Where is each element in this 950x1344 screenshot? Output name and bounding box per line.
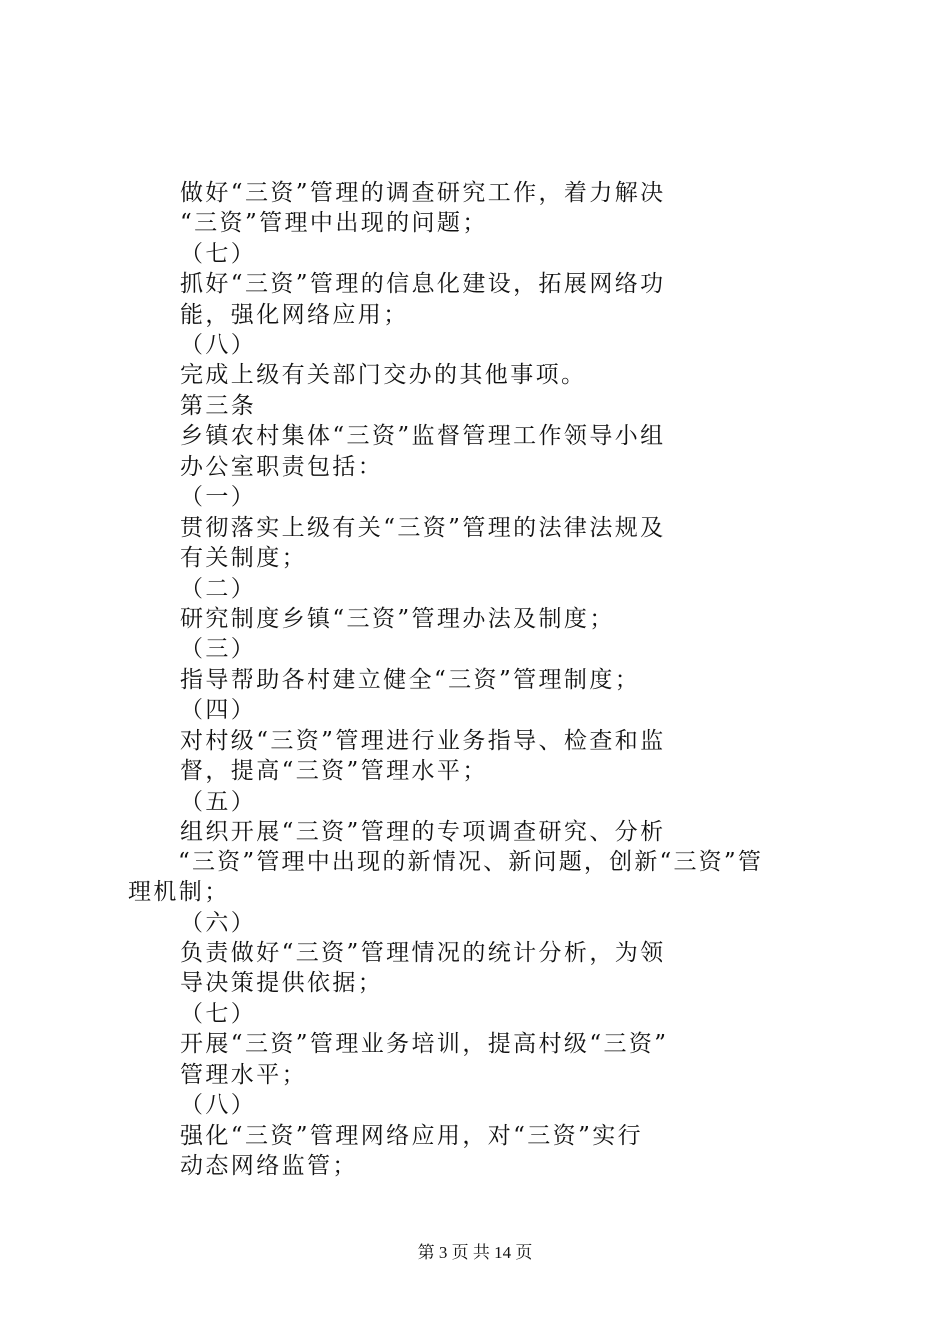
text-line: 贯彻落实上级有关“三资”管理的法律法规及 <box>180 515 666 541</box>
text-line: 理机制； <box>128 879 230 905</box>
text-line: 第三条 <box>180 393 257 419</box>
text-line: （七） <box>180 1001 257 1027</box>
text-line: （六） <box>180 910 257 936</box>
text-line: 督，提高“三资”管理水平； <box>180 758 488 784</box>
text-line: 指导帮助各村建立健全“三资”管理制度； <box>180 667 641 693</box>
text-line: （五） <box>180 789 257 815</box>
text-line: （七） <box>180 241 257 267</box>
text-line: （一） <box>180 484 257 510</box>
text-line: 强化“三资”管理网络应用，对“三资”实行 <box>180 1123 644 1149</box>
text-line: （四） <box>180 697 257 723</box>
text-line: （八） <box>180 332 257 358</box>
text-line: 做好“三资”管理的调查研究工作，着力解决 <box>180 180 666 206</box>
text-line: 组织开展“三资”管理的专项调查研究、分析 <box>180 819 666 845</box>
page-footer: 第 3 页 共 14 页 <box>417 1243 533 1262</box>
text-line: 负责做好“三资”管理情况的统计分析，为领 <box>180 940 666 966</box>
text-line: 办公室职责包括： <box>180 454 384 480</box>
text-line: “三资”管理中出现的新情况、新问题，创新“三资”管 <box>178 849 764 875</box>
text-line: 抓好“三资”管理的信息化建设，拓展网络功 <box>180 271 666 297</box>
text-line: 能，强化网络应用； <box>180 302 409 328</box>
text-line: （二） <box>180 576 257 602</box>
text-line: 管理水平； <box>180 1062 307 1088</box>
text-line: 导决策提供依据； <box>180 970 384 996</box>
text-line: 有关制度； <box>180 545 307 571</box>
text-line: 乡镇农村集体“三资”监督管理工作领导小组 <box>180 423 666 449</box>
text-line: “三资”管理中出现的问题； <box>180 210 488 236</box>
text-line: （三） <box>180 636 257 662</box>
text-line: 动态网络监管； <box>180 1153 358 1179</box>
text-line: （八） <box>180 1092 257 1118</box>
text-line: 对村级“三资”管理进行业务指导、检查和监 <box>180 728 666 754</box>
text-line: 开展“三资”管理业务培训，提高村级“三资” <box>180 1031 669 1057</box>
text-line: 完成上级有关部门交办的其他事项。 <box>180 362 587 388</box>
text-line: 研究制度乡镇“三资”管理办法及制度； <box>180 606 615 632</box>
